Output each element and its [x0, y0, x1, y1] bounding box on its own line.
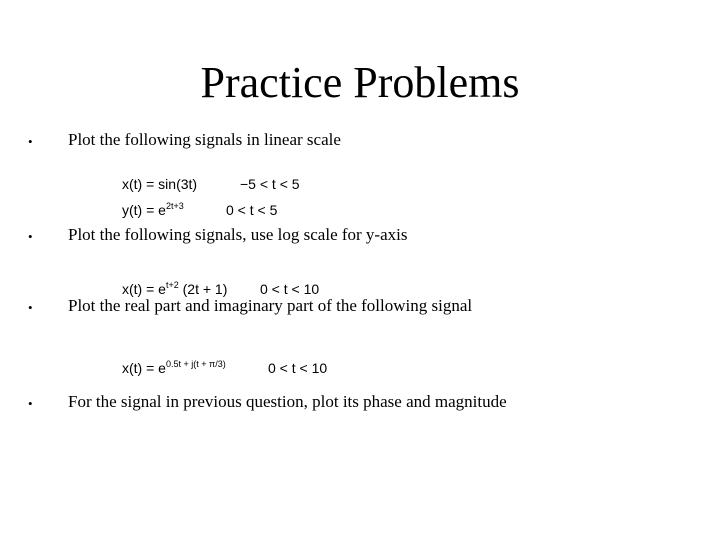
equation-y-exp — [122, 201, 278, 218]
bullet-marker: • — [28, 134, 33, 149]
bullet-marker: • — [28, 229, 33, 244]
equation-x-exp-log — [122, 280, 320, 297]
equation-factor: (2t + 1) — [182, 281, 228, 297]
bullet-marker: • — [28, 300, 33, 315]
slide-title: Practice Problems — [200, 58, 520, 107]
equation-lhs: y(t) = e — [122, 202, 166, 218]
equation-x-sin — [122, 176, 300, 192]
equation-exponent: t+2 — [165, 280, 179, 290]
equation-lhs: x(t) = e — [122, 360, 166, 376]
equation-exponent: 0.5t + j(t + π/3) — [165, 359, 226, 369]
problem-2-text: Plot the following signals, use log scale for y-axis — [68, 225, 408, 244]
problem-4-text: For the signal in previous question, plot its phase and magnitude — [68, 392, 507, 411]
equation-range: 0 < t < 10 — [268, 360, 328, 376]
equation-lhs: x(t) = sin(3t) — [122, 176, 198, 192]
equation-range: 0 < t < 10 — [260, 281, 320, 297]
problem-1-text: Plot the following signals in linear scale — [68, 130, 341, 149]
equation-range: 0 < t < 5 — [226, 202, 278, 218]
bullet-marker: • — [28, 396, 33, 411]
problem-3-text: Plot the real part and imaginary part of the following signal — [68, 296, 473, 315]
equation-range: −5 < t < 5 — [240, 176, 300, 192]
equation-lhs: x(t) = e — [122, 281, 166, 297]
equation-exponent: 2t+3 — [165, 201, 184, 211]
equation-x-complex — [122, 359, 328, 376]
